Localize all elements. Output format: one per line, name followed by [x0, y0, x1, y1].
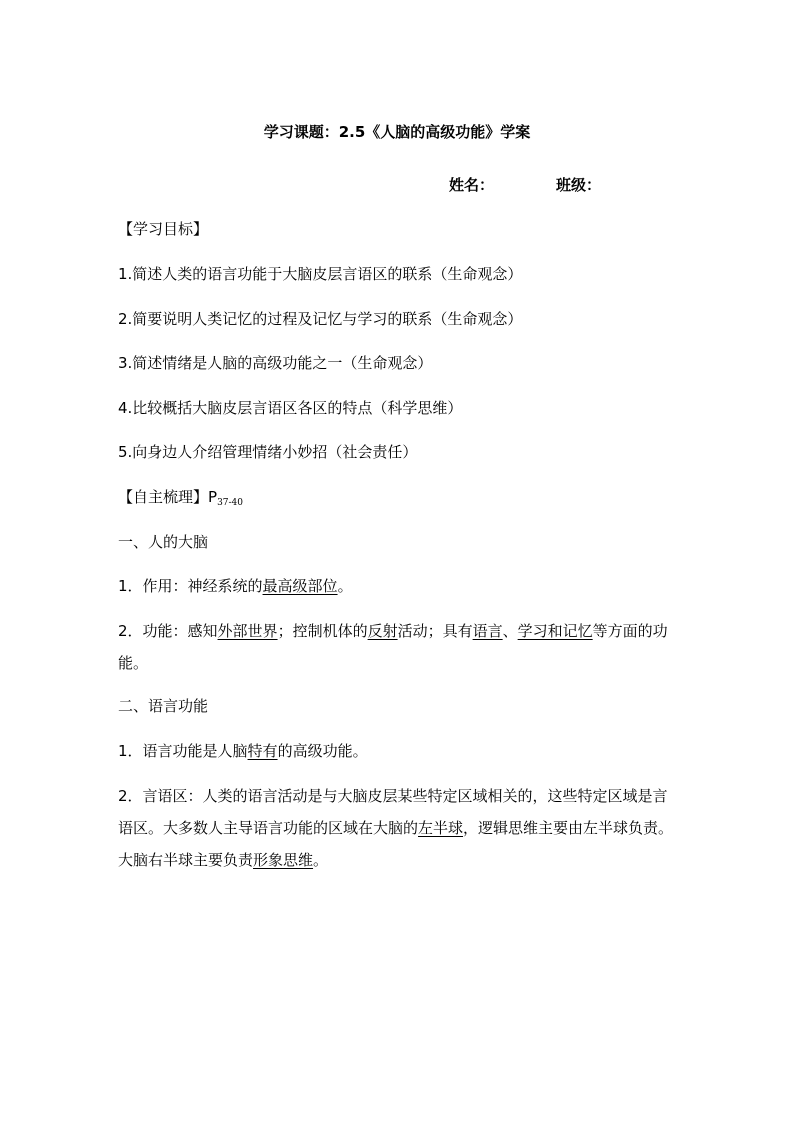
text-segment: 。 [337, 577, 353, 595]
objective-item: 1.简述人类的语言功能于大脑皮层言语区的联系（生命观念） [118, 265, 523, 283]
text-segment: 2．言语区：人类的语言活动是与大脑皮层某些特定区域相关的，这些特定区域是言语区。大多数人主导语言功能的区域在大脑的 [118, 787, 668, 837]
answer-blank: 语言 [472, 622, 503, 640]
page-range: 37-40 [217, 498, 244, 508]
name-label: 姓名： [449, 176, 495, 194]
review-heading-text: 【自主梳理】 [118, 488, 209, 506]
text-segment: ，逻辑思维主要由左半球负责。大脑右半球主要负责 [118, 819, 674, 869]
objective-item: 2.简要说明人类记忆的过程及记忆与学习的联系（生命观念） [118, 310, 523, 328]
section-heading: 一、人的大脑 [118, 533, 209, 551]
text-segment: 2．功能：感知 [118, 622, 218, 640]
page-ref: P [208, 488, 218, 506]
page-title: 学习课题：2.5《人脑的高级功能》学案 [263, 123, 531, 141]
objective-item: 3.简述情绪是人脑的高级功能之一（生命观念） [118, 354, 433, 372]
answer-blank: 学习和记忆 [517, 622, 593, 640]
objective-item: 4.比较概括大脑皮层言语区各区的特点（科学思维） [118, 399, 463, 417]
class-label: 班级： [556, 176, 602, 194]
section1-item2 [118, 615, 679, 679]
objective-item: 5.向身边人介绍管理情绪小妙招（社会责任） [118, 443, 418, 461]
review-heading [118, 486, 679, 514]
objectives-heading: 【学习目标】 [118, 220, 209, 238]
answer-blank: 反射 [367, 622, 398, 640]
answer-blank: 左半球 [418, 819, 464, 837]
text-segment: 活动；具有 [397, 622, 473, 640]
text-segment: 1．作用：神经系统的 [118, 577, 263, 595]
section-heading: 二、语言功能 [118, 697, 209, 715]
text-segment: 等方面的功能。 [118, 622, 668, 672]
section2-item2 [118, 780, 679, 876]
answer-blank: 最高级部位 [262, 577, 338, 595]
text-segment: 、 [502, 622, 518, 640]
text-segment: 1．语言功能是人脑 [118, 742, 248, 760]
answer-blank: 外部世界 [217, 622, 278, 640]
text-segment: 的高级功能。 [277, 742, 368, 760]
student-info [449, 174, 601, 196]
section1-item1 [118, 575, 679, 597]
answer-blank: 形象思维 [253, 851, 314, 869]
section2-item1 [118, 740, 679, 762]
text-segment: ；控制机体的 [277, 622, 368, 640]
answer-blank: 特有 [247, 742, 278, 760]
text-segment: 。 [313, 851, 329, 869]
